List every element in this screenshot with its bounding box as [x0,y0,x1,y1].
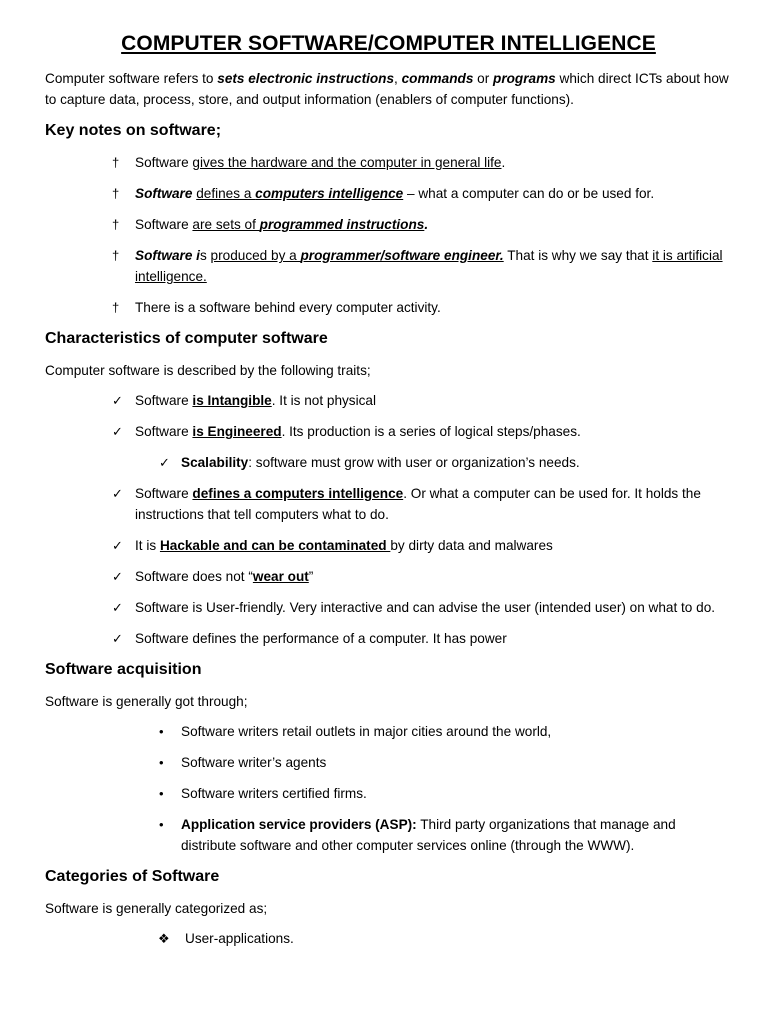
intro-paragraph [45,68,732,110]
item-text: It is [135,538,160,553]
item-text: Hackable and can be contaminated [159,538,391,553]
item-text: . It is not physical [271,393,376,408]
item-text: by dirty data and malwares [390,538,553,553]
item-text: Software [135,155,193,170]
item-text: Scalability [181,455,249,470]
round-bullet-icon: • [159,786,164,801]
list-item [45,597,732,618]
checkmark-bullet-icon: ✓ [112,569,123,584]
list-item [45,421,732,442]
item-text: gives the hardware and the computer in general life [192,155,502,170]
list-item [45,814,732,856]
section-heading-key-notes: Key notes on software; [45,122,222,139]
checkmark-bullet-icon: ✓ [112,393,123,408]
section-heading-categories: Categories of Software [45,868,220,885]
item-text: it is artificial intelligence. [135,248,723,284]
categories-list [45,928,732,949]
item-text: . Its production is a series of logical steps/phases. [281,424,581,439]
list-item [45,928,732,949]
list-item [45,752,732,773]
item-text: ” [308,569,314,584]
item-text: User-applications. [185,931,294,946]
list-item [45,214,732,235]
list-item [45,721,732,742]
list-item [45,152,732,173]
intro-emphasis: sets electronic instructions [217,71,395,86]
acquisition-list [45,721,732,856]
item-text: There is a software behind every computer activity. [135,300,441,315]
dagger-bullet-icon: † [112,248,120,263]
item-text: is Intangible [192,393,272,408]
item-text: – what a computer can do or be used for. [403,186,655,201]
list-item [45,783,732,804]
item-text: Software i [135,248,200,263]
dagger-bullet-icon: † [112,300,120,315]
intro-emphasis: commands [401,71,474,86]
item-text: computers intelligence [255,186,404,201]
dagger-bullet-icon: † [112,186,120,201]
item-text: wear out [252,569,309,584]
item-text: Software writers retail outlets in major cities around the world, [181,724,552,739]
round-bullet-icon: • [159,817,164,832]
checkmark-bullet-icon: ✓ [112,424,123,439]
checkmark-bullet-icon: ✓ [112,600,123,615]
item-text: Software [135,186,193,201]
page-title: COMPUTER SOFTWARE/COMPUTER INTELLIGENCE [121,32,656,55]
diamond-bullet-icon: ❖ [158,931,170,946]
item-text: : software must grow with user or organization’s needs. [248,455,580,470]
item-text: Software [135,424,193,439]
characteristics-list [45,390,732,649]
list-item [45,452,732,473]
list-item [45,297,732,318]
list-item [45,245,732,287]
item-text: . Or what a computer can be used for. It holds the instructions that tell computers what to do. [135,486,701,522]
round-bullet-icon: • [159,724,164,739]
list-item [45,566,732,587]
item-text: defines a [196,186,256,201]
item-text: That is why we say that [503,248,653,263]
item-text: Third party organizations that manage and distribute software and other computer services online (through the WWW). [181,817,676,853]
intro-text: or [473,71,494,86]
dagger-bullet-icon: † [112,217,120,232]
list-item [45,183,732,204]
item-text: Software writers certified firms. [181,786,367,801]
item-text: is Engineered [192,424,282,439]
checkmark-bullet-icon: ✓ [112,486,123,501]
section-lead: Computer software is described by the following traits; [45,363,371,378]
section-lead: Software is generally categorized as; [45,901,268,916]
item-text: Software writer’s agents [181,755,327,770]
item-text: Software [135,217,193,232]
item-text: . [424,217,429,232]
item-text: Software is User-friendly. Very interactive and can advise the user (intended user) on what to do. [135,600,716,615]
list-item [45,535,732,556]
list-item [45,483,732,525]
item-text: Application service providers (ASP): [181,817,417,832]
list-item [45,628,732,649]
item-text: Software [135,486,193,501]
item-text: programmed instructions [259,217,425,232]
checkmark-bullet-icon: ✓ [112,538,123,553]
intro-text: Computer software refers to [45,71,218,86]
item-text: defines a computers intelligence [192,486,404,501]
round-bullet-icon: • [159,755,164,770]
item-text: Software [135,393,193,408]
item-text: programmer/software engineer. [300,248,504,263]
section-lead: Software is generally got through; [45,694,248,709]
item-text: Software defines the performance of a computer. It has power [135,631,507,646]
item-text: Software does not “ [135,569,253,584]
intro-text: which direct ICTs about how to capture data, process, store, and output information (enablers of computer functions). [45,71,729,107]
intro-emphasis: programs [493,71,556,86]
item-text: are sets of [192,217,260,232]
list-item [45,390,732,411]
intro-text: , [394,71,402,86]
checkmark-bullet-icon: ✓ [159,455,170,470]
item-text: produced by a [210,248,301,263]
item-text: s [199,248,211,263]
dagger-bullet-icon: † [112,155,120,170]
item-text: . [501,155,506,170]
key-notes-list [45,152,732,318]
section-heading-characteristics: Characteristics of computer software [45,330,328,347]
section-heading-acquisition: Software acquisition [45,661,202,678]
checkmark-bullet-icon: ✓ [112,631,123,646]
